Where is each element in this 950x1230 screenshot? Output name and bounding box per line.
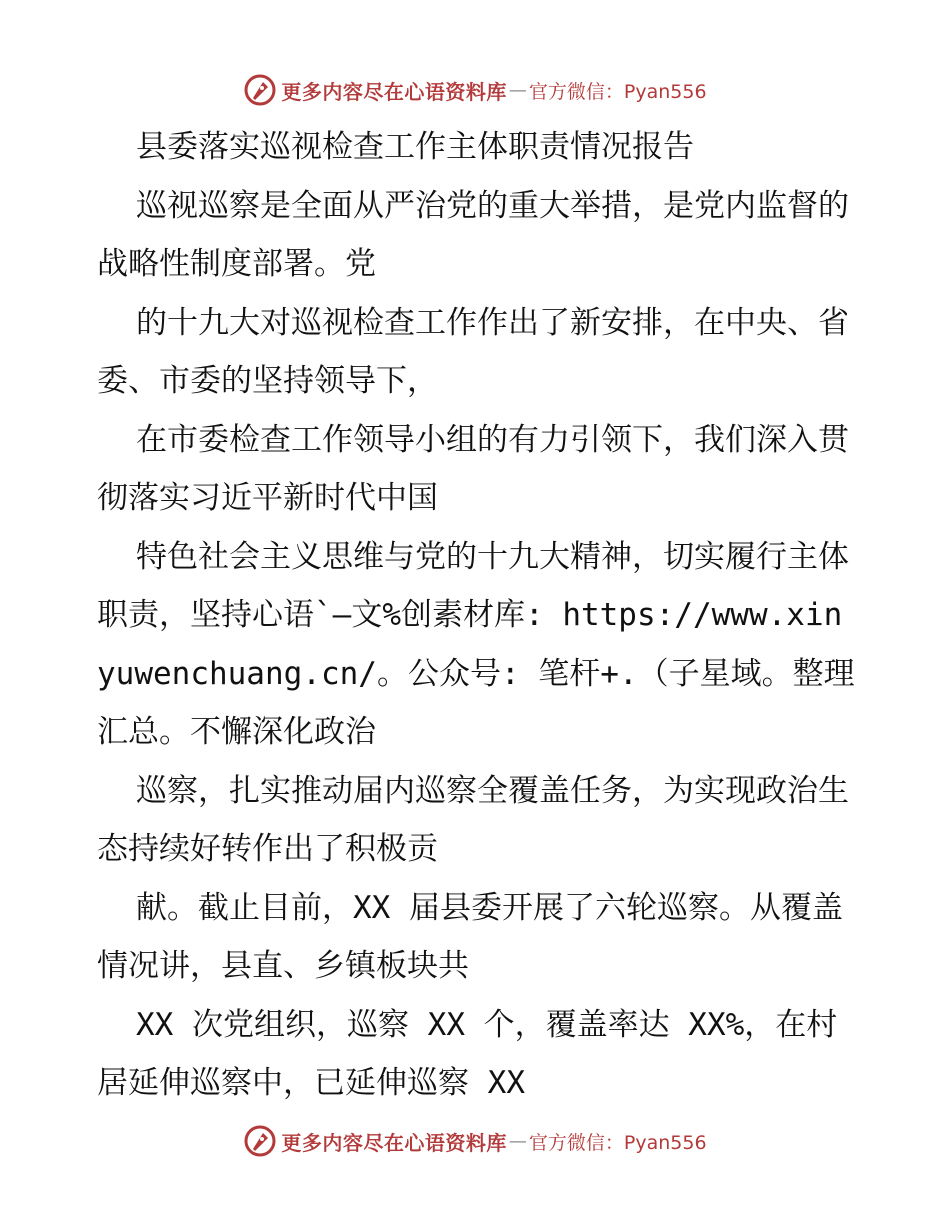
pen-nib-circle-icon bbox=[243, 73, 277, 107]
paragraph-3: 在市委检查工作领导小组的有力引领下，我们深入贯彻落实习近平新时代中国 bbox=[97, 421, 849, 516]
pen-nib-circle-icon bbox=[243, 1124, 277, 1158]
banner-separator: — bbox=[508, 1130, 527, 1152]
footer-watermark-banner bbox=[0, 1121, 950, 1161]
paragraph-7: XX 次党组织，巡察 XX 个，覆盖率达 XX%，在村居延伸巡察中，已延伸巡察 XX bbox=[97, 1006, 838, 1101]
banner-wechat-text: 官方微信：Pyan556 bbox=[528, 80, 707, 103]
document-body bbox=[97, 118, 857, 1113]
document-title: 县委落实巡视检查工作主体职责情况报告 bbox=[136, 129, 694, 165]
paragraph-2: 的十九大对巡视检查工作作出了新安排，在中央、省委、市委的坚持领导下， bbox=[97, 304, 849, 399]
paragraph-1: 巡视巡察是全面从严治党的重大举措，是党内监督的战略性制度部署。党 bbox=[97, 187, 849, 282]
banner-wechat-text: 官方微信：Pyan556 bbox=[528, 1131, 707, 1154]
paragraph-4: 特色社会主义思维与党的十九大精神，切实履行主体职责，坚持心语`—文%创素材库: https://www.xinyuwenchuang.cn/。公众号: 笔杆+.（子星域。整理汇总。不懈深化政治 bbox=[97, 538, 855, 750]
header-watermark-banner bbox=[0, 70, 950, 110]
banner-main-text: 更多内容尽在心语资料库 bbox=[281, 79, 507, 104]
paragraph-6: 献。截止目前，XX 届县委开展了六轮巡察。从覆盖情况讲，县直、乡镇板块共 bbox=[97, 889, 843, 984]
banner-separator: — bbox=[508, 79, 527, 101]
paragraph-5: 巡察，扎实推动届内巡察全覆盖任务，为实现政治生态持续好转作出了积极贡 bbox=[97, 772, 849, 867]
banner-main-text: 更多内容尽在心语资料库 bbox=[281, 1130, 507, 1155]
